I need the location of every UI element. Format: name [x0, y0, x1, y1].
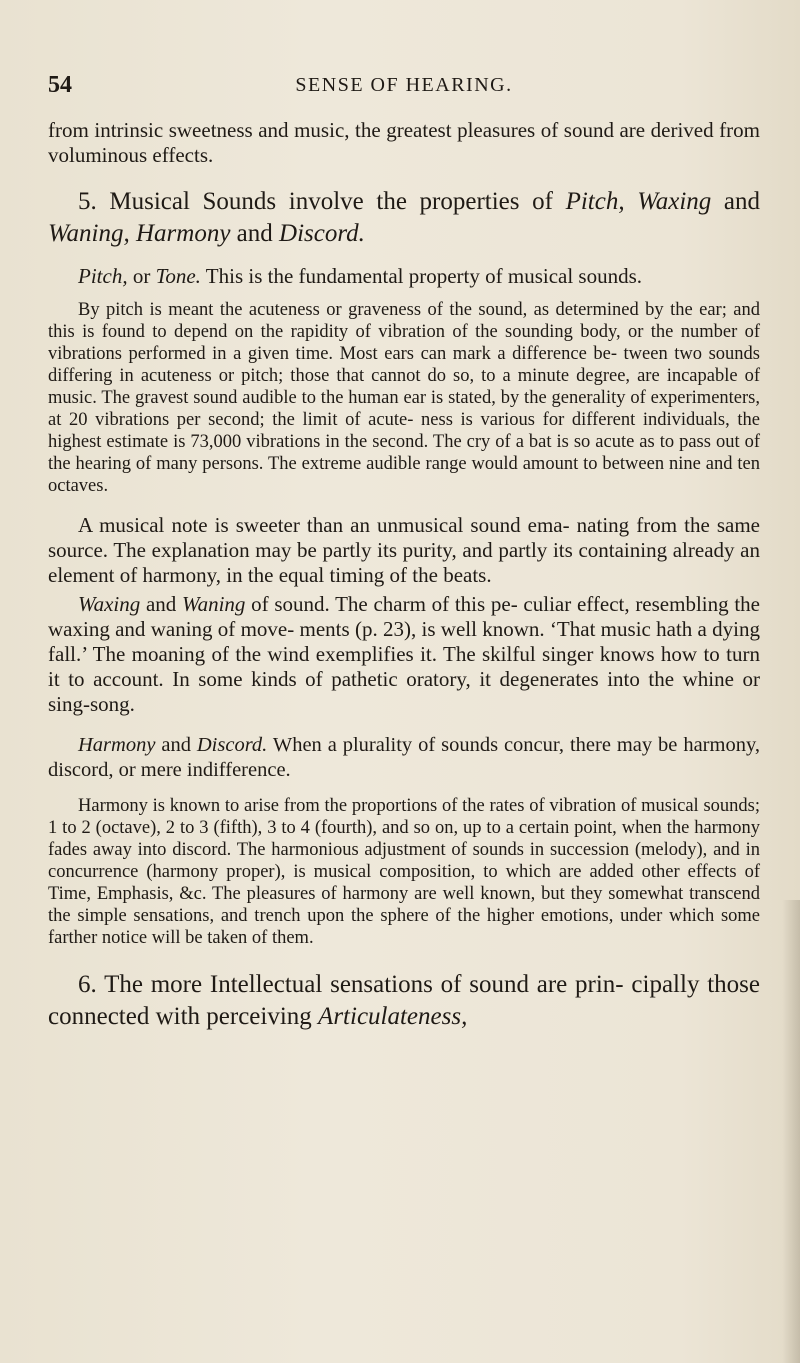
term-waxing: Waxing — [637, 188, 712, 215]
heading-and: and — [711, 188, 760, 215]
paragraph-continuation: from intrinsic sweetness and music, the greatest pleasures of sound are derived from voluminous effects. — [48, 118, 760, 167]
and-text-2: and — [155, 734, 197, 756]
harmony-discord-text: When a plurality of sounds concur, there may be harmony, discord, or mere indifference. — [48, 734, 760, 781]
musical-note-paragraph: A musical note is sweeter than an unmusical sound ema- nating from the same source. The explanation may be partly its purity, and partly its containing already an element of harmony, in the equal timing of the beats. — [48, 513, 760, 587]
section-6-heading-text: 6. The more Intellectual sensations of sound are prin- cipally those connected with perceiving — [48, 971, 760, 1030]
pitch-subheading-paragraph — [48, 264, 760, 289]
term-harmony-2: Harmony — [78, 734, 156, 756]
waxing-waning-text: of sound. The charm of this pe- culiar effect, resembling the waxing and waning of move- ments (p. 23), is well known. ‘That music hath a dying fall.’ The moaning of the wind exemplifies it. The skilful singer knows how to turn it to account. In some kinds of pathetic oratory, it degenerates into the whine or sing-song. — [48, 592, 760, 716]
term-discord: Discord. — [279, 220, 365, 247]
and-text: and — [140, 592, 182, 616]
term-pitch-2: Pitch, — [78, 264, 128, 288]
section-5-heading — [48, 186, 760, 250]
section-6-heading — [48, 969, 760, 1033]
harmony-discord-paragraph — [48, 733, 760, 783]
running-head: SENSE OF HEARING. — [295, 74, 513, 96]
or-text: or — [127, 264, 156, 288]
section-5-heading-text: 5. Musical Sounds involve the properties of — [78, 188, 566, 215]
pitch-explanation-paragraph: By pitch is meant the acuteness or graveness of the sound, as determined by the ear; and this is found to depend on the rapidity of vibration of the sounding body, or the number of vibrations performed in a given time. Most ears can mark a difference be- tween two sounds differing in acuteness or pitch; those that cannot do so, to a minute degree, are incapable of music. The gravest sound audible to the human ear is stated, by the generality of experimenters, at 20 vibrations per second; the limit of acute- ness is various for different individuals, the highest estimate is 73,000 vibrations in the second. The cry of a bat is so acute as to pass out of the hearing of many persons. The extreme audible range would amount to between nine and ten octaves. — [48, 300, 760, 496]
waxing-waning-paragraph — [48, 592, 760, 717]
term-tone: Tone. — [155, 264, 201, 288]
term-waxing-2: Waxing — [78, 592, 141, 616]
page-header — [48, 72, 760, 102]
pitch-paragraph-text: This is the fundamental property of musical sounds. — [200, 264, 643, 288]
term-waning-2: Waning — [182, 592, 246, 616]
term-articulateness: Articulateness, — [318, 1003, 468, 1030]
heading-and-2: and — [230, 220, 280, 247]
term-discord-2: Discord. — [196, 734, 268, 756]
page-number: 54 — [48, 72, 72, 98]
term-harmony: Harmony — [135, 220, 231, 247]
body-text — [48, 118, 760, 1033]
term-waning: Waning, — [48, 220, 130, 247]
page-edge-shadow — [782, 900, 800, 1363]
harmony-explanation-paragraph: Harmony is known to arise from the proportions of the rates of vibration of musical sounds; 1 to 2 (octave), 2 to 3 (fifth), 3 to 4 (fourth), and so on, up to a certain point, when the harmony fades away into discord. The harmonious adjustment of sounds in succession (melody), and in concurrence (harmony proper), is musical composition, to which are added other effects of Time, Emphasis, &c. The pleasures of harmony are well known, but they somewhat transcend the simple sensations, and trench upon the sphere of the higher emotions, under which some farther notice will be taken of them. — [48, 796, 760, 948]
term-pitch: Pitch, — [565, 188, 625, 215]
